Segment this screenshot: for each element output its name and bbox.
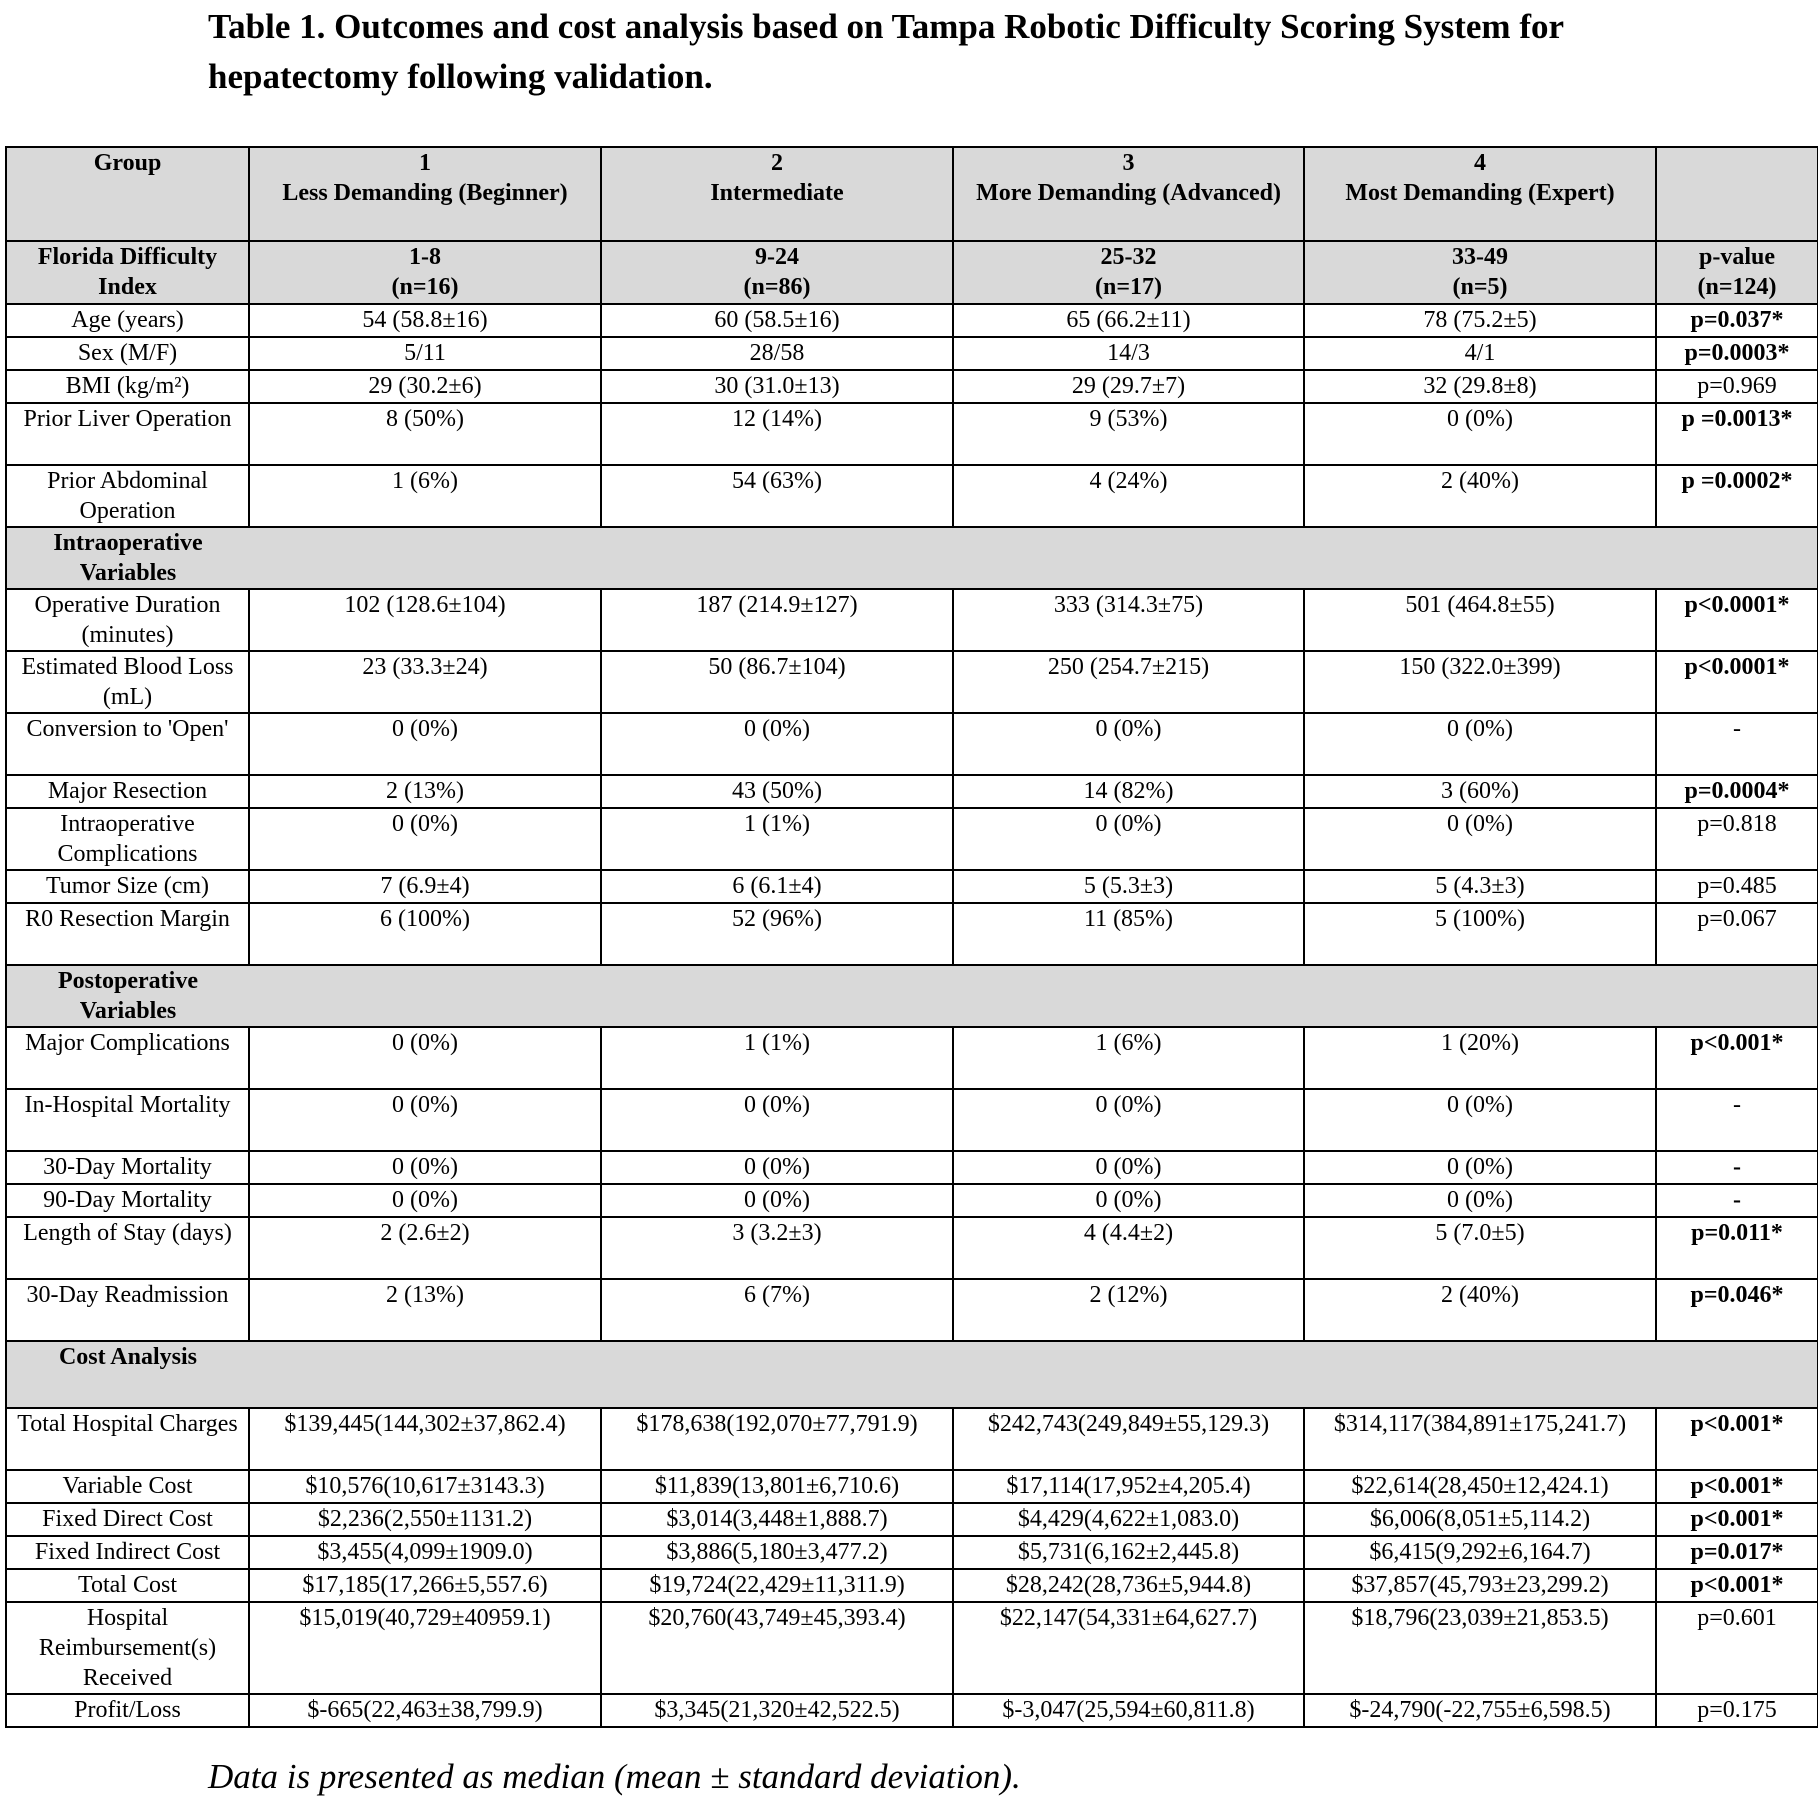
section-fill — [249, 965, 1818, 1027]
group-3-value: $17,114(17,952±4,205.4) — [953, 1470, 1304, 1503]
group-3-value: 333 (314.3±75) — [953, 589, 1304, 651]
row-label: 30-Day Mortality — [6, 1151, 249, 1184]
table-row — [6, 1217, 1818, 1279]
group-number: 3 — [1122, 150, 1135, 176]
row-label: Prior Liver Operation — [6, 403, 249, 465]
table-row — [6, 1694, 1818, 1727]
table-row — [6, 589, 1818, 651]
group-1-header — [249, 147, 601, 241]
group-1-value: 0 (0%) — [249, 808, 601, 870]
group-2-value: 60 (58.5±16) — [601, 304, 953, 337]
table-row — [6, 1602, 1818, 1694]
footnote: Data is presented as median (mean ± standard deviation). — [208, 1757, 1021, 1796]
table-row — [6, 1569, 1818, 1602]
group-2-value: 187 (214.9±127) — [601, 589, 953, 651]
group-1-value: 0 (0%) — [249, 1184, 601, 1217]
group-3-value: 14 (82%) — [953, 775, 1304, 808]
section-row — [6, 1341, 1818, 1408]
group-1-value: 8 (50%) — [249, 403, 601, 465]
group-4-value: $22,614(28,450±12,424.1) — [1304, 1470, 1656, 1503]
row-label: Prior Abdominal Operation — [6, 465, 249, 527]
range-n: (n=5) — [1452, 274, 1508, 300]
group-3-header — [953, 147, 1304, 241]
group-label: Group — [93, 150, 162, 176]
group-2-value: 54 (63%) — [601, 465, 953, 527]
p-value: p=0.969 — [1656, 370, 1818, 403]
group-2-value: $20,760(43,749±45,393.4) — [601, 1602, 953, 1694]
p-value: p<0.001* — [1656, 1503, 1818, 1536]
group-3-value: 11 (85%) — [953, 903, 1304, 965]
group-3-value: 0 (0%) — [953, 1151, 1304, 1184]
group-3-value: $4,429(4,622±1,083.0) — [953, 1503, 1304, 1536]
row-label: R0 Resection Margin — [6, 903, 249, 965]
range-value: 33-49 — [1452, 244, 1508, 270]
group-header — [6, 147, 249, 241]
row-label: Intraoperative Complications — [6, 808, 249, 870]
row-label: 90-Day Mortality — [6, 1184, 249, 1217]
group-1-value: $-665(22,463±38,799.9) — [249, 1694, 601, 1727]
group-1-value: 0 (0%) — [249, 1027, 601, 1089]
group-2-value: 0 (0%) — [601, 1151, 953, 1184]
range-n: (n=86) — [743, 274, 811, 300]
p-value: p<0.001* — [1656, 1569, 1818, 1602]
group-1-value: 6 (100%) — [249, 903, 601, 965]
section-row — [6, 527, 1818, 589]
group-1-value: 2 (13%) — [249, 775, 601, 808]
group-3-value: $28,242(28,736±5,944.8) — [953, 1569, 1304, 1602]
group-4-value: 0 (0%) — [1304, 1184, 1656, 1217]
range-2-header — [601, 241, 953, 304]
group-3-value: 4 (24%) — [953, 465, 1304, 527]
group-2-value: 12 (14%) — [601, 403, 953, 465]
group-1-value: $3,455(4,099±1909.0) — [249, 1536, 601, 1569]
group-4-value: 2 (40%) — [1304, 1279, 1656, 1341]
section-row — [6, 965, 1818, 1027]
group-1-value: 2 (2.6±2) — [249, 1217, 601, 1279]
table-row — [6, 1151, 1818, 1184]
group-4-value: $6,415(9,292±6,164.7) — [1304, 1536, 1656, 1569]
group-2-value: 0 (0%) — [601, 1089, 953, 1151]
section-label: Intraoperative Variables — [6, 527, 249, 589]
header-row-index — [6, 241, 1818, 304]
group-2-value: 52 (96%) — [601, 903, 953, 965]
p-value: p=0.818 — [1656, 808, 1818, 870]
row-label: Tumor Size (cm) — [6, 870, 249, 903]
index-header — [6, 241, 249, 304]
p-value: p =0.0002* — [1656, 465, 1818, 527]
group-4-value: 0 (0%) — [1304, 1089, 1656, 1151]
row-label: Variable Cost — [6, 1470, 249, 1503]
row-label: Length of Stay (days) — [6, 1217, 249, 1279]
group-number: 2 — [771, 150, 783, 176]
p-value: - — [1656, 1151, 1818, 1184]
group-1-value: 7 (6.9±4) — [249, 870, 601, 903]
group-number: 1 — [419, 150, 431, 176]
group-4-value: 3 (60%) — [1304, 775, 1656, 808]
table-row — [6, 1279, 1818, 1341]
group-1-value: $17,185(17,266±5,557.6) — [249, 1569, 601, 1602]
group-3-value: 0 (0%) — [953, 713, 1304, 775]
pvalue-n: (n=124) — [1697, 274, 1777, 300]
group-4-value: 5 (7.0±5) — [1304, 1217, 1656, 1279]
group-1-value: $15,019(40,729±40959.1) — [249, 1602, 601, 1694]
group-2-value: 28/58 — [601, 337, 953, 370]
table-row — [6, 1089, 1818, 1151]
group-4-value: 78 (75.2±5) — [1304, 304, 1656, 337]
group-1-value: 0 (0%) — [249, 713, 601, 775]
group-4-value: $6,006(8,051±5,114.2) — [1304, 1503, 1656, 1536]
group-3-value: 14/3 — [953, 337, 1304, 370]
row-label: Sex (M/F) — [6, 337, 249, 370]
p-value: p=0.601 — [1656, 1602, 1818, 1694]
group-3-value: 0 (0%) — [953, 1184, 1304, 1217]
group-1-value: 0 (0%) — [249, 1151, 601, 1184]
p-value: p=0.067 — [1656, 903, 1818, 965]
row-label: BMI (kg/m²) — [6, 370, 249, 403]
range-value: 9-24 — [755, 244, 799, 270]
group-2-value: 3 (3.2±3) — [601, 1217, 953, 1279]
outcomes-table — [5, 146, 1818, 1728]
p-value: p=0.011* — [1656, 1217, 1818, 1279]
group-3-value: $5,731(6,162±2,445.8) — [953, 1536, 1304, 1569]
row-label: Hospital Reimbursement(s) Received — [6, 1602, 249, 1694]
group-1-value: 1 (6%) — [249, 465, 601, 527]
table-title: Table 1. Outcomes and cost analysis based on Tampa Robotic Difficulty Scoring System for hepatectomy following validation. — [208, 7, 1564, 96]
row-label: Fixed Direct Cost — [6, 1503, 249, 1536]
group-4-value: 0 (0%) — [1304, 713, 1656, 775]
row-label: Estimated Blood Loss (mL) — [6, 651, 249, 713]
group-2-value: $3,886(5,180±3,477.2) — [601, 1536, 953, 1569]
table-row — [6, 1536, 1818, 1569]
group-4-value: 1 (20%) — [1304, 1027, 1656, 1089]
p-value: p<0.0001* — [1656, 589, 1818, 651]
p-value: p<0.001* — [1656, 1408, 1818, 1470]
table-row — [6, 808, 1818, 870]
group-1-value: $139,445(144,302±37,862.4) — [249, 1408, 601, 1470]
group-2-value: 50 (86.7±104) — [601, 651, 953, 713]
range-value: 25-32 — [1100, 244, 1157, 270]
group-3-value: $242,743(249,849±55,129.3) — [953, 1408, 1304, 1470]
p-value: p=0.175 — [1656, 1694, 1818, 1727]
group-4-value: $18,796(23,039±21,853.5) — [1304, 1602, 1656, 1694]
group-4-value: 5 (100%) — [1304, 903, 1656, 965]
group-name: Less Demanding (Beginner) — [282, 180, 568, 206]
row-label: Major Resection — [6, 775, 249, 808]
table-row — [6, 1408, 1818, 1470]
p-value: p=0.037* — [1656, 304, 1818, 337]
group-4-value: $37,857(45,793±23,299.2) — [1304, 1569, 1656, 1602]
group-4-value: 4/1 — [1304, 337, 1656, 370]
p-value: p=0.0004* — [1656, 775, 1818, 808]
group-3-value: 2 (12%) — [953, 1279, 1304, 1341]
group-2-value: 0 (0%) — [601, 1184, 953, 1217]
group-1-value: 0 (0%) — [249, 1089, 601, 1151]
range-4-header — [1304, 241, 1656, 304]
group-name: Most Demanding (Expert) — [1345, 180, 1615, 206]
table-row — [6, 870, 1818, 903]
p-value: p=0.017* — [1656, 1536, 1818, 1569]
group-2-value: $19,724(22,429±11,311.9) — [601, 1569, 953, 1602]
group-1-value: 29 (30.2±6) — [249, 370, 601, 403]
pvalue-label: p-value — [1698, 244, 1775, 270]
group-3-value: 0 (0%) — [953, 808, 1304, 870]
row-label: Total Cost — [6, 1569, 249, 1602]
group-1-value: 54 (58.8±16) — [249, 304, 601, 337]
group-2-value: 1 (1%) — [601, 808, 953, 870]
group-name: More Demanding (Advanced) — [976, 180, 1281, 206]
group-2-value: 30 (31.0±13) — [601, 370, 953, 403]
table-row — [6, 465, 1818, 527]
p-value: p<0.0001* — [1656, 651, 1818, 713]
header-row-groups — [6, 147, 1818, 241]
row-label: In-Hospital Mortality — [6, 1089, 249, 1151]
group-4-value: 32 (29.8±8) — [1304, 370, 1656, 403]
group-1-value: $10,576(10,617±3143.3) — [249, 1470, 601, 1503]
group-3-value: 5 (5.3±3) — [953, 870, 1304, 903]
row-label: Major Complications — [6, 1027, 249, 1089]
pvalue-header-blank — [1656, 147, 1818, 241]
table-row — [6, 775, 1818, 808]
group-3-value: 0 (0%) — [953, 1089, 1304, 1151]
group-3-value: 1 (6%) — [953, 1027, 1304, 1089]
group-2-value: 1 (1%) — [601, 1027, 953, 1089]
group-4-value: $314,117(384,891±175,241.7) — [1304, 1408, 1656, 1470]
group-4-header — [1304, 147, 1656, 241]
row-label: Total Hospital Charges — [6, 1408, 249, 1470]
table-row — [6, 337, 1818, 370]
range-1-header — [249, 241, 601, 304]
table-row — [6, 903, 1818, 965]
group-4-value: 150 (322.0±399) — [1304, 651, 1656, 713]
table-row — [6, 713, 1818, 775]
group-3-value: 250 (254.7±215) — [953, 651, 1304, 713]
table-row — [6, 651, 1818, 713]
group-3-value: 4 (4.4±2) — [953, 1217, 1304, 1279]
table-row — [6, 1184, 1818, 1217]
group-3-value: $-3,047(25,594±60,811.8) — [953, 1694, 1304, 1727]
table-row — [6, 304, 1818, 337]
table-row — [6, 1470, 1818, 1503]
group-4-value: 501 (464.8±55) — [1304, 589, 1656, 651]
p-value: p=0.0003* — [1656, 337, 1818, 370]
section-label: Postoperative Variables — [6, 965, 249, 1027]
row-label: 30-Day Readmission — [6, 1279, 249, 1341]
group-3-value: 65 (66.2±11) — [953, 304, 1304, 337]
group-2-value: 6 (7%) — [601, 1279, 953, 1341]
group-1-value: $2,236(2,550±1131.2) — [249, 1503, 601, 1536]
p-value: p =0.0013* — [1656, 403, 1818, 465]
p-value: - — [1656, 1184, 1818, 1217]
group-name: Intermediate — [710, 180, 844, 206]
group-1-value: 5/11 — [249, 337, 601, 370]
group-2-value: $11,839(13,801±6,710.6) — [601, 1470, 953, 1503]
table-row — [6, 1027, 1818, 1089]
group-4-value: 5 (4.3±3) — [1304, 870, 1656, 903]
row-label: Profit/Loss — [6, 1694, 249, 1727]
group-2-value: $3,014(3,448±1,888.7) — [601, 1503, 953, 1536]
p-value: p=0.485 — [1656, 870, 1818, 903]
group-3-value: 29 (29.7±7) — [953, 370, 1304, 403]
p-value: p<0.001* — [1656, 1470, 1818, 1503]
group-2-header — [601, 147, 953, 241]
p-value: p<0.001* — [1656, 1027, 1818, 1089]
group-2-value: $3,345(21,320±42,522.5) — [601, 1694, 953, 1727]
group-3-value: $22,147(54,331±64,627.7) — [953, 1602, 1304, 1694]
group-1-value: 23 (33.3±24) — [249, 651, 601, 713]
table-row — [6, 1503, 1818, 1536]
range-n: (n=16) — [391, 274, 459, 300]
group-4-value: 0 (0%) — [1304, 1151, 1656, 1184]
section-fill — [249, 1341, 1818, 1408]
row-label: Age (years) — [6, 304, 249, 337]
group-3-value: 9 (53%) — [953, 403, 1304, 465]
table-row — [6, 403, 1818, 465]
row-label: Operative Duration (minutes) — [6, 589, 249, 651]
group-2-value: 0 (0%) — [601, 713, 953, 775]
row-label: Conversion to 'Open' — [6, 713, 249, 775]
group-1-value: 2 (13%) — [249, 1279, 601, 1341]
range-value: 1-8 — [409, 244, 441, 270]
group-number: 4 — [1474, 150, 1486, 176]
group-2-value: 43 (50%) — [601, 775, 953, 808]
group-4-value: 0 (0%) — [1304, 403, 1656, 465]
section-label: Cost Analysis — [6, 1341, 249, 1408]
p-value: - — [1656, 1089, 1818, 1151]
group-2-value: 6 (6.1±4) — [601, 870, 953, 903]
group-1-value: 102 (128.6±104) — [249, 589, 601, 651]
group-4-value: 2 (40%) — [1304, 465, 1656, 527]
group-4-value: $-24,790(-22,755±6,598.5) — [1304, 1694, 1656, 1727]
range-3-header — [953, 241, 1304, 304]
group-4-value: 0 (0%) — [1304, 808, 1656, 870]
group-2-value: $178,638(192,070±77,791.9) — [601, 1408, 953, 1470]
row-label: Fixed Indirect Cost — [6, 1536, 249, 1569]
table-row — [6, 370, 1818, 403]
p-value: p=0.046* — [1656, 1279, 1818, 1341]
section-fill — [249, 527, 1818, 589]
range-n: (n=17) — [1094, 274, 1162, 300]
p-value: - — [1656, 713, 1818, 775]
pvalue-header — [1656, 241, 1818, 304]
index-label: Florida Difficulty Index — [37, 244, 218, 300]
